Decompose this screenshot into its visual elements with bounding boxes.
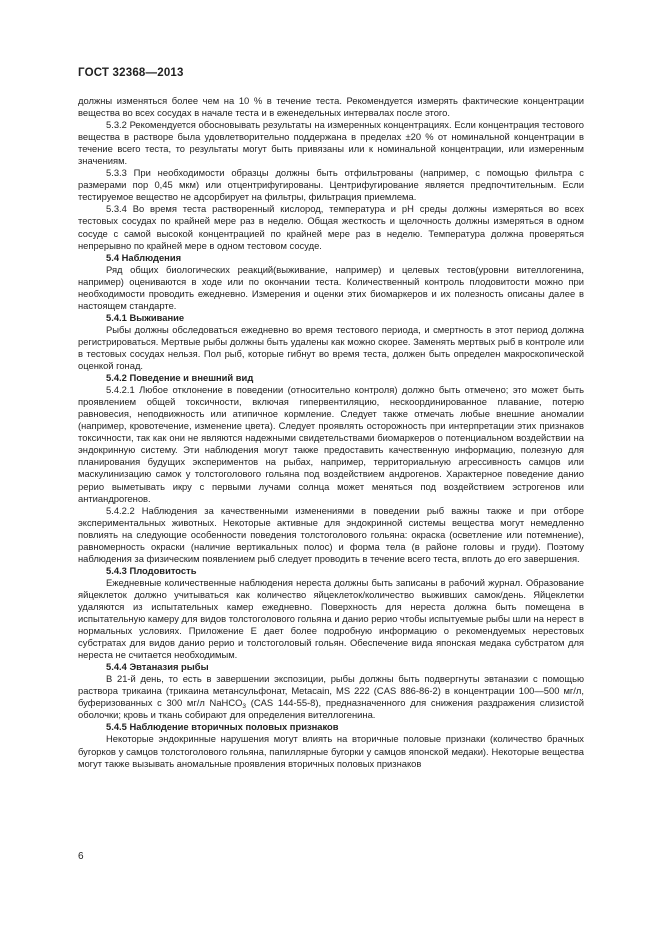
paragraph-5-3-3: 5.3.3 При необходимости образцы должны быть отфильтрованы (например, с помощью фильтра с размерами пор 0,45 мкм) или отцентрифугированы. Центрифугирование является предпочтительным. Если тестируемое вещество не адсорбирует на фильтры, фильтрация приемлема. <box>78 167 584 203</box>
paragraph-5-4-3: Ежедневные количественные наблюдения нереста должны быть записаны в рабочий журнал. Образование яйцеклеток должно учитываться как количество яйцеклеток/количество выживших самок/день. Яйцеклетки удаляются из испытательных камер ежедневно. Поверхность для нереста должна быть помещена в испытательную камеру для видов толстоголового гольяна и данио рерио чтобы испытуемые рыбы шли на нерест в нормальных условиях. Приложение Е дает более подробную информацию о рекомендуемых нерестовых субстратах для видов данио рерио и толстоголовый гольян. Обеспечение вида японская медака субстратом для нереста не считается необходимым. <box>78 576 584 661</box>
document-header: ГОСТ 32368—2013 <box>78 67 184 79</box>
heading-5-4-1: 5.4.1 Выживание <box>106 311 185 323</box>
paragraph-5-4-2-1: 5.4.2.1 Любое отклонение в поведении (относительно контроля) должно быть отмечено; это может быть проявлением общей токсичности, включая гипервентиляцию, нескоординированное плавание, потерю равновесия, неподвижность или атипичное кормление. Следует также отмечать любые внешние аномалии (например, кровотечение, изменение цвета). Следует проявлять осторожность при интерпретации этих признаков токсичности, так как они не являются надежными свидетельствами биомаркеров о потенциальном воздействии на эндокринную систему. Эти наблюдения могут также предоставить качественную информацию, полезную для планирования будущих экспериментов на рыбах, например, территориальную агрессивность самцов или маскулинизацию самок у толстоголового гольяна под воздействием андрогенов. Характерное поведение данио рерио выметывать икру с первыми лучами солнца может меняться под воздействием эстрогенов или антиандрогенов. <box>78 384 584 504</box>
paragraph-5-4-4-part-b: (CAS 144-55-8), предназначенного для снижения раздражения слизистой оболочки; кровь и ткань собирают для определения вителлогенина. <box>78 697 584 721</box>
paragraph-5-4-5: Некоторые эндокринные нарушения могут влиять на вторичные половые признаки (количество брачных бугорков у самцов толстоголового гольяна, папиллярные бугорки у самцов японской медаки). Некоторые вещества могут также вызывать аномальные проявления вторичных половых признаков <box>78 733 584 769</box>
subscript-3: 3 <box>242 703 247 711</box>
heading-5-4-3: 5.4.3 Плодовитость <box>106 564 197 576</box>
document-body <box>78 95 584 770</box>
paragraph-5-4: Ряд общих биологических реакций(выживание, например) и целевых тестов(уровни вителлогенина, например) оцениваются в ходе или по окончании теста. Количественный контроль плодовитости можно при необходимости проводить ежедневно. Измерения и оценки этих биомаркеров и их полезность описаны далее в настоящем стандарте. <box>78 263 584 311</box>
paragraph-5-3-2: 5.3.2 Рекомендуется обосновывать результаты на измеренных концентрациях. Если концентрация тестового вещества в растворе была удовлетворительно поддержана в пределах ±20 % от номинальной концентрации в течение всего теста, то результаты могут быть привязаны или к номинальной концентрации, или измеренным значениям. <box>78 119 584 167</box>
paragraph-5-3-4: 5.3.4 Во время теста растворенный кислород, температура и pH среды должны измеряться во всех тестовых сосудах по крайней мере раз в неделю. Общая жесткость и щелочность должны измеряться в одном сосуде с самой высокой концентрацией по крайней мере раз в неделю. Температура должна проверяться непрерывно по крайней мере в одном тестовом сосуде. <box>78 203 584 251</box>
heading-5-4-4: 5.4.4 Эвтаназия рыбы <box>106 661 209 673</box>
paragraph-continuation: должны изменяться более чем на 10 % в течение теста. Рекомендуется измерять фактические концентрации вещества во всех сосудах в начале теста и в еженедельных интервалах после этого. <box>78 95 584 119</box>
paragraph-5-4-2-2: 5.4.2.2 Наблюдения за качественными изменениями в поведении рыб важны также и при отборе экспериментальных животных. Некоторые активные для эндокринной системы вещества могут немедленно повлиять на следующие особенности поведения толстоголового гольяна: окраска (осветление или потемнение), равномерность окраски (наличие вертикальных полос) и форма тела (в районе головы и груди). Поэтому наблюдения за физическим появлением рыб следует проводить в течение всего теста, вплоть до его завершения. <box>78 504 584 564</box>
heading-5-4-5: 5.4.5 Наблюдение вторичных половых признаков <box>106 721 339 733</box>
paragraph-5-4-4-part-a: В 21-й день, то есть в завершении экспозиции, рыбы должны быть подвергнуты эвтаназии с помощью раствора трикаина (трикаина метансульфонат, Metacain, MS 222 (CAS 886-86-2) в концентрации 100—500 мг/л, буферизованных с 300 мг/л NaHCO <box>78 673 584 709</box>
paragraph-5-4-4 <box>78 673 584 721</box>
heading-5-4: 5.4 Наблюдения <box>106 251 182 263</box>
paragraph-5-4-1: Рыбы должны обследоваться ежедневно во время тестового периода, и смертность в этот период должна регистрироваться. Мертвые рыбы должны быть удалены как можно скорее. Заменять мертвых рыб в контроле или в тестовых сосудах нельзя. Пол рыб, которые гибнут во время теста, должен быть определен макроскопической оценкой гонад. <box>78 323 584 372</box>
heading-5-4-2: 5.4.2 Поведение и внешний вид <box>106 372 254 384</box>
page-number: 6 <box>78 851 84 862</box>
